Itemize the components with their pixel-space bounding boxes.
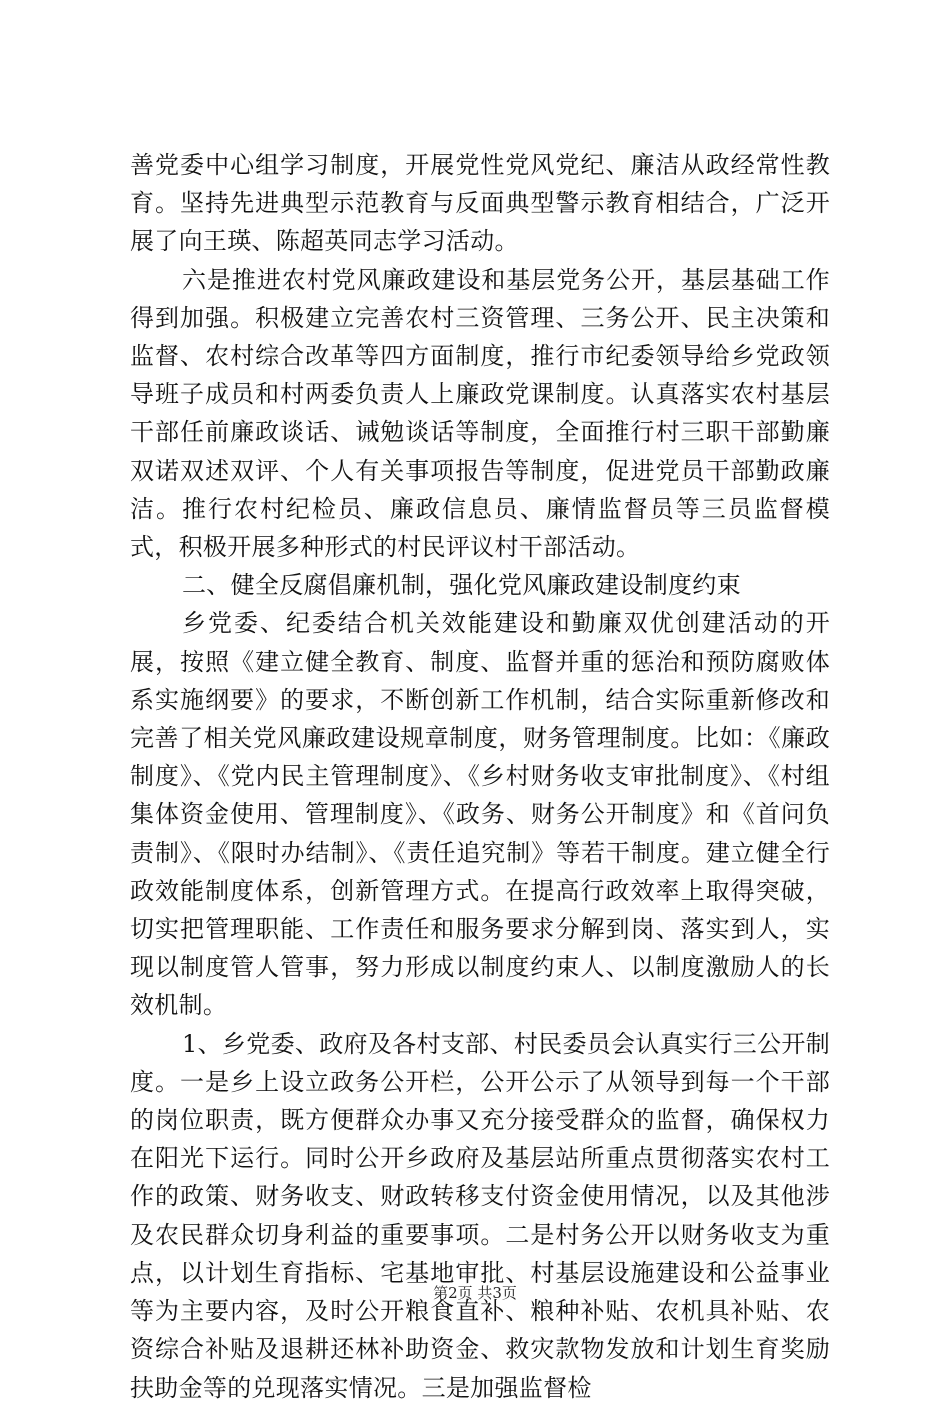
document-body xyxy=(130,146,830,1407)
paragraph-three-disclosures: 1、乡党委、政府及各村支部、村民委员会认真实行三公开制度。一是乡上设立政务公开栏，公开公示了从领导到每一个干部的岗位职责，既方便群众办事又充分接受群众的监督，确保权力在阳光下运行。同时公开乡政府及基层站所重点贯彻落实农村工作的政策、财务收支、财政转移支付资金使用情况，以及其他涉及农民群众切身利益的重要事项。二是村务公开以财务收支为重点，以计划生育指标、宅基地审批、村基层设施建设和公益事业等为主要内容，及时公开粮食直补、粮种补贴、农机具补贴、农资综合补贴及退耕还林补助资金、救灾款物发放和计划生育奖励扶助金等的兑现落实情况。三是加强监督检 xyxy=(130,1029,830,1402)
paragraph-mechanism: 乡党委、纪委结合机关效能建设和勤廉双优创建活动的开展，按照《建立健全教育、制度、监督并重的惩治和预防腐败体系实施纲要》的要求，不断创新工作机制，结合实际重新修改和完善了相关党风廉政建设规章制度，财务管理制度。比如：《廉政制度》、《党内民主管理制度》、《乡村财务收支审批制度》、《村组集体资金使用、管理制度》、《政务、财务公开制度》和《首问负责制》、《限时办结制》、《责任追究制》等若干制度。建立健全行政效能制度体系，创新管理方式。在提高行政效率上取得突破，切实把管理职能、工作责任和服务要求分解到岗、落实到人，实现以制度管人管事，努力形成以制度约束人、以制度激励人的长效机制。 xyxy=(130,609,830,1020)
page-footer: 第2页 共3页 xyxy=(433,1284,517,1302)
section-heading: 二、健全反腐倡廉机制，强化党风廉政建设制度约束 xyxy=(182,571,741,600)
paragraph-continuation: 善党委中心组学习制度，开展党性党风党纪、廉洁从政经常性教育。坚持先进典型示范教育与反面典型警示教育相结合，广泛开展了向王瑛、陈超英同志学习活动。 xyxy=(130,151,830,256)
paragraph-item-six: 六是推进农村党风廉政建设和基层党务公开，基层基础工作得到加强。积极建立完善农村三资管理、三务公开、民主决策和监督、农村综合改革等四方面制度，推行市纪委领导给乡党政领导班子成员和村两委负责人上廉政党课制度。认真落实农村基层干部任前廉政谈话、诫勉谈话等制度，全面推行村三职干部勤廉双诺双述双评、个人有关事项报告等制度，促进党员干部勤政廉洁。推行农村纪检员、廉政信息员、廉情监督员等三员监督模式，积极开展多种形式的村民评议村干部活动。 xyxy=(130,265,830,562)
